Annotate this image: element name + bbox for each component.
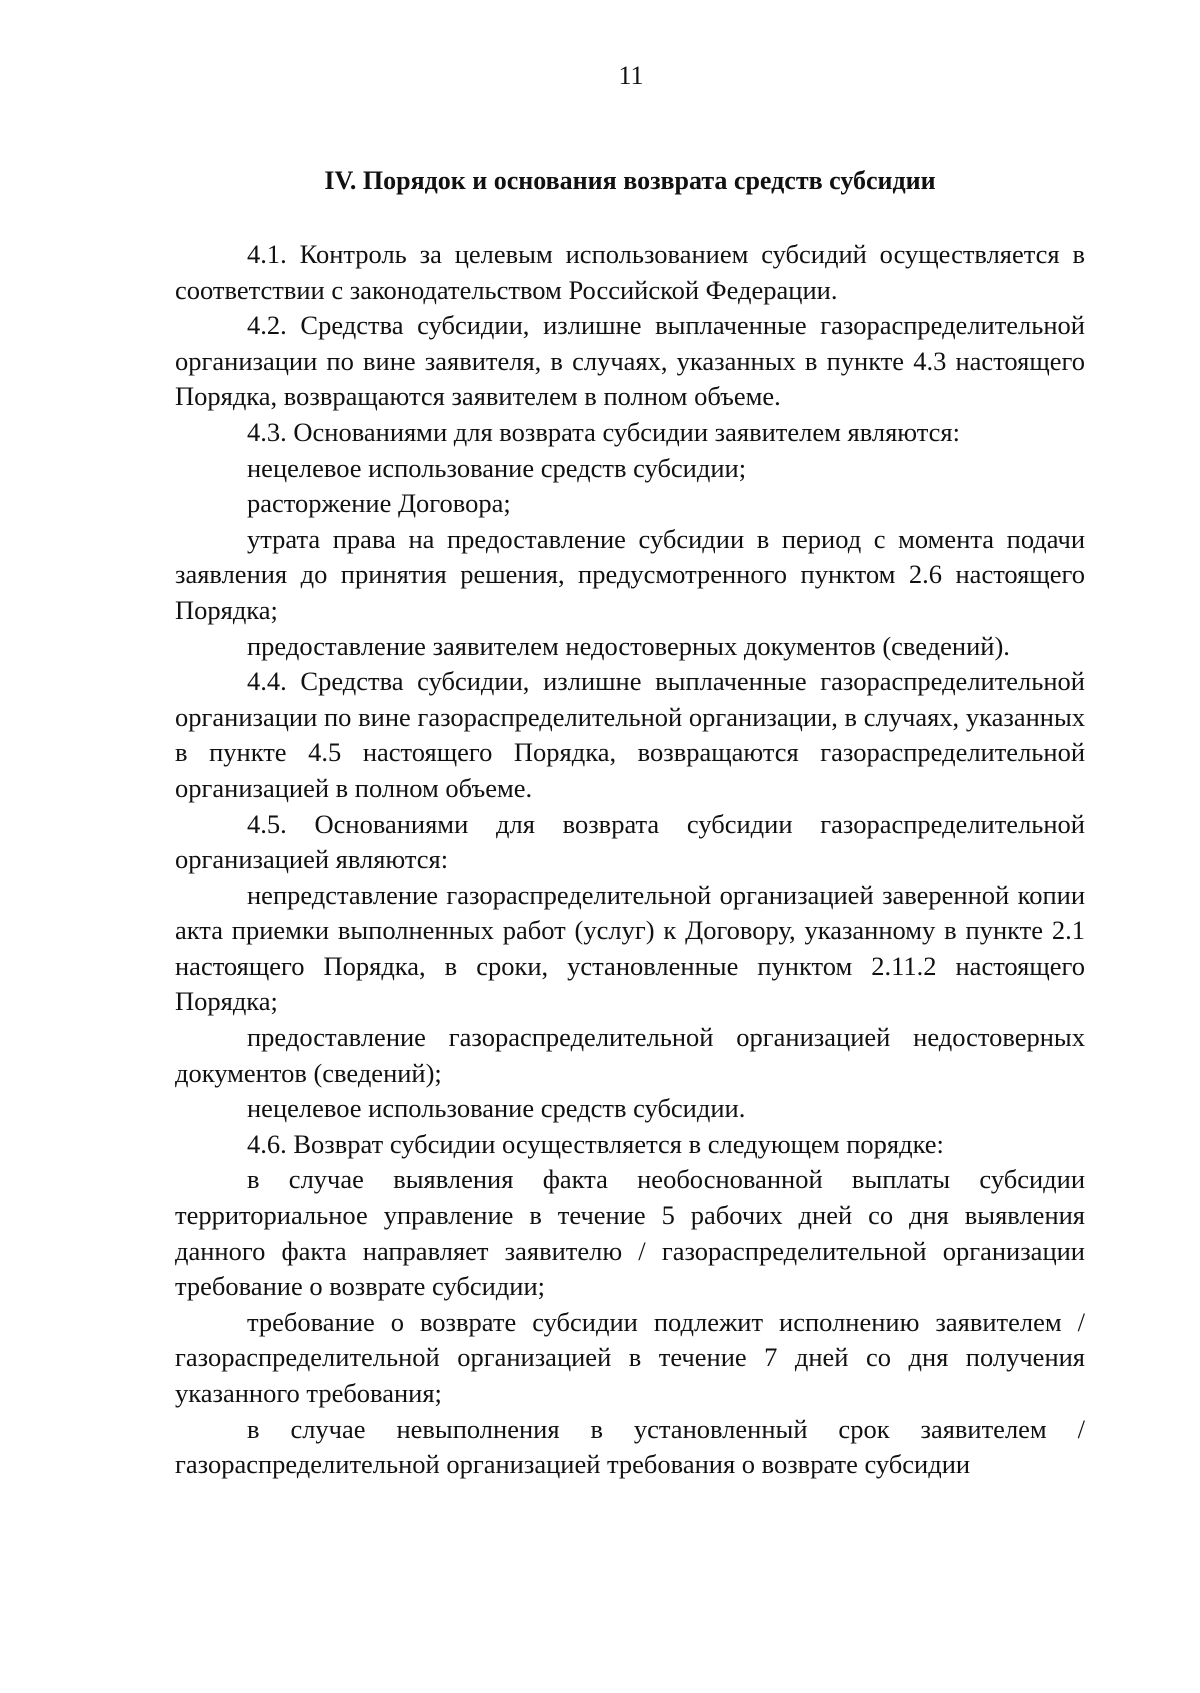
paragraph-4-4: 4.4. Средства субсидии, излишне выплаченные газораспределительной организации по вине газораспределительной организации, в случаях, указанных в пункте 4.5 настоящего Порядка, возвращаются газораспределительной организацией в полном объеме. (175, 666, 1085, 803)
paragraph-4-5: 4.5. Основаниями для возврата субсидии газораспределительной организацией являются: (175, 808, 1085, 875)
list-item: непредставление газораспределительной организацией заверенной копии акта приемки выполненных работ (услуг) к Договору, указанному в пункте 2.1 настоящего Порядка, в сроки, установленные пунктом 2.11.2 настоящего Порядка; (175, 879, 1085, 1017)
list-item: в случае выявления факта необоснованной выплаты субсидии территориальное управление в течение 5 рабочих дней со дня выявления данного факта направляет заявителю / газораспределительной организации требование о возврате субсидии; (175, 1164, 1085, 1302)
list-item: нецелевое использование средств субсидии; (247, 452, 747, 483)
section-title: IV. Порядок и основания возврата средств субсидии (324, 166, 936, 195)
list-item: предоставление газораспределительной организацией недостоверных документов (сведений); (175, 1022, 1085, 1088)
list-item: нецелевое использование средств субсидии. (247, 1093, 746, 1124)
list-item: предоставление заявителем недостоверных документов (сведений). (247, 630, 1010, 661)
paragraph-4-2: 4.2. Средства субсидии, излишне выплаченные газораспределительной организации по вине заявителя, в случаях, указанных в пункте 4.3 настоящего Порядка, возвращаются заявителем в полном объеме. (175, 310, 1085, 412)
list-item: требование о возврате субсидии подлежит исполнению заявителем / газораспределительной организацией в течение 7 дней со дня получения указанного требования; (175, 1306, 1085, 1408)
paragraph-4-3: 4.3. Основаниями для возврата субсидии заявителем являются: (247, 416, 960, 447)
list-item: в случае невыполнения в установленный срок заявителем / газораспределительной организацией требования о возврате субсидии (175, 1413, 1085, 1480)
document-body (175, 237, 1085, 1483)
list-item: утрата права на предоставление субсидии в период с момента подачи заявления до принятия решения, предусмотренного пунктом 2.6 настоящего Порядка; (175, 523, 1085, 625)
page-number: 11 (618, 61, 644, 90)
paragraph-4-6: 4.6. Возврат субсидии осуществляется в следующем порядке: (247, 1128, 944, 1159)
list-item: расторжение Договора; (247, 488, 511, 519)
paragraph-4-1: 4.1. Контроль за целевым использованием субсидий осуществляется в соответствии с законодательством Российской Федерации. (175, 239, 1085, 305)
